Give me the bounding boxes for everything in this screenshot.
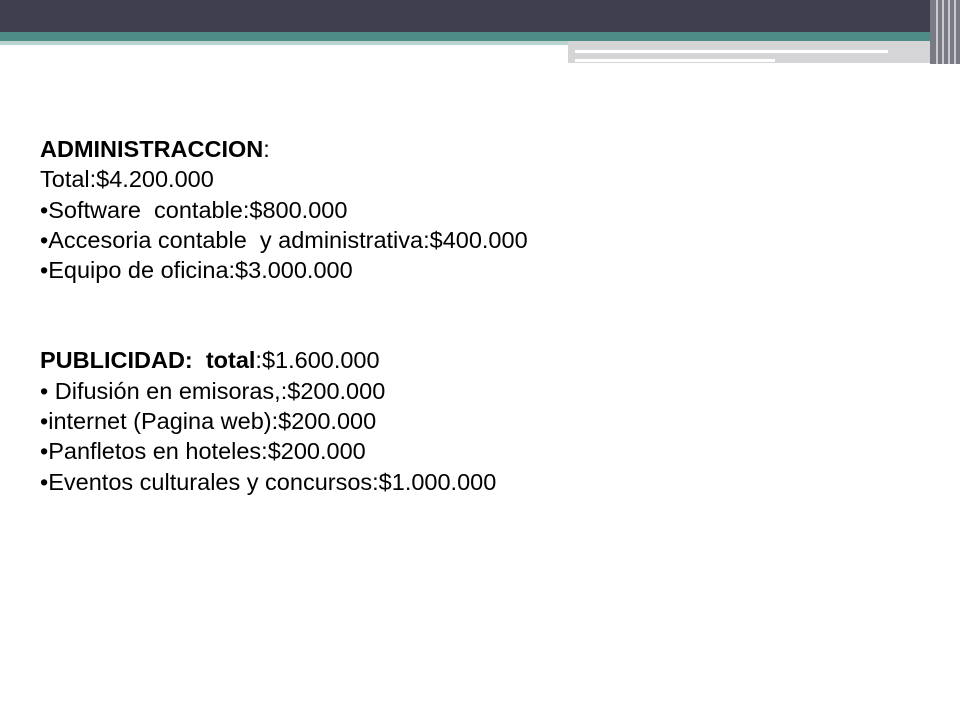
admin-item: •Equipo de oficina:$3.000.000 [40, 257, 353, 284]
admin-item: •Software contable:$800.000 [40, 196, 348, 223]
accent-line-soft [0, 41, 570, 45]
publicidad-item: •Panfletos en hoteles:$200.000 [40, 438, 366, 465]
admin-item: •Accesoria contable y administrativa:$400.000 [40, 226, 528, 253]
publicidad-heading: PUBLICIDAD: [40, 347, 193, 374]
publicidad-heading-line [40, 345, 920, 375]
accent-line [0, 32, 960, 41]
admin-heading-suffix: : [263, 136, 270, 162]
slide-body [40, 134, 920, 497]
publicidad-item: • Difusión en emisoras,:$200.000 [40, 377, 386, 404]
admin-total: Total:$4.200.000 [40, 166, 214, 193]
decorative-stripe [575, 59, 775, 62]
decorative-corner [930, 0, 960, 64]
publicidad-total-word: total [205, 347, 256, 374]
publicidad-item: •Eventos culturales y concursos:$1.000.000 [40, 468, 497, 495]
header-band [0, 0, 960, 32]
admin-heading: ADMINISTRACCION [40, 136, 264, 162]
publicidad-total-value: :$1.600.000 [255, 347, 380, 374]
admin-heading-line [40, 134, 920, 164]
section-spacer [40, 285, 920, 345]
decorative-stripe [575, 50, 888, 53]
publicidad-item: •internet (Pagina web):$200.000 [40, 408, 377, 435]
